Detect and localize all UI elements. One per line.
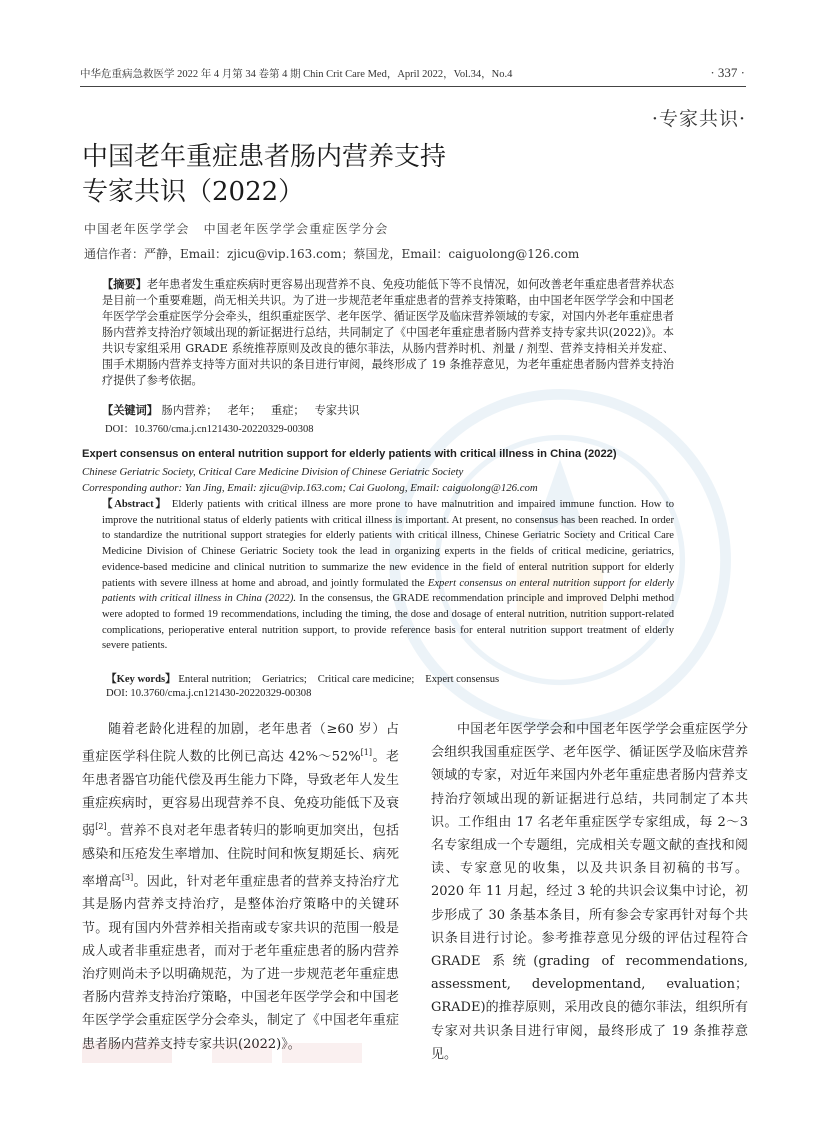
citation[interactable]: [1] bbox=[360, 748, 373, 758]
english-abstract-label: 【Abstract】 bbox=[102, 499, 168, 510]
page-number: · 337 · bbox=[710, 65, 745, 80]
citation[interactable]: [3] bbox=[121, 872, 134, 882]
journal-citation: 中华危重病急救医学 2022 年 4 月第 34 卷第 4 期 Chin Crit Care Med，April 2022，Vol.34，No.4 bbox=[80, 69, 513, 80]
chinese-abstract bbox=[82, 276, 674, 389]
corresponding-author: 通信作者：严静，Email：zjicu@vip.163.com；蔡国龙，Email：caiguolong@126.com bbox=[84, 247, 580, 261]
keyword: 老年； bbox=[227, 404, 262, 417]
body-column-left bbox=[82, 718, 399, 1056]
body-column-right bbox=[431, 718, 748, 1066]
english-authors: Chinese Geriatric Society, Critical Care Medicine Division of Chinese Geriatric Society bbox=[82, 466, 464, 478]
header-rule bbox=[80, 86, 746, 87]
running-head bbox=[80, 66, 745, 81]
keyword: 肠内营养； bbox=[161, 404, 218, 417]
english-corresponding: Corresponding author: Yan Jing, Email: zjicu@vip.163.com; Cai Guolong, Email: caiguolong@126.com bbox=[82, 482, 538, 494]
english-abstract: 【Abstract】 Elderly patients with critical illness are more prone to have malnutrition and impaired immune function. How to improve the nutritional status of elderly patients with critical illness is important. At present, no consensus has been reached. In order to standardize the nutritional support strategies for elderly patients with critical illness, Chinese Geriatric Society and Critical Care Medicine Division of Chinese Geriatric Society took the lead in organizing experts in the fields of critical medicine, geriatrics, evidence-based medicine and clinical nutrition to summarize the new evidence in the field of enteral nutrition support for elderly patients with severe illness at home and abroad, and jointly formulated the Expert consensus on enteral nutrition support for elderly patients with critical illness in China (2022). In the consensus, the GRADE recommendation principle and improved Delphi method were adopted to formed 19 recommendations, including the timing, the dose and dosage of enteral nutrition, nutrition support-related complications, perioperative enteral nutrition support, to provide reference basis for enteral nutrition support treatment of elderly severe patients. bbox=[102, 499, 674, 652]
citation[interactable]: [2] bbox=[95, 822, 107, 832]
english-title: Expert consensus on enteral nutrition support for elderly patients with critical illness in China (2022) bbox=[82, 448, 617, 460]
section-label: ·专家共识· bbox=[651, 108, 746, 130]
article-title: 中国老年重症患者肠内营养支持 专家共识（2022） bbox=[82, 142, 447, 207]
english-keywords: 【Key words】 Enteral nutrition; Geriatrics; Critical care medicine; Expert consensus bbox=[106, 674, 500, 685]
keyword: Geriatrics; bbox=[262, 674, 307, 685]
abstract-label: 【摘要】 bbox=[102, 277, 147, 291]
body-paragraph: 随着老龄化进程的加剧，老年患者（≥60 岁）占重症医学科住院人数的比例已高达 42%～52%[1]。老年患者器官功能代偿及再生能力下降，导致老年人发生重症疾病时，更容易出现营养不良、免疫功能低下及衰弱[2]。营养不良对老年患者转归的影响更加突出，包括感染和压疮发生率增加、住院时间和恢复期延长、病死率增高[3]。因此，针对老年重症患者的营养支持治疗尤其是肠内营养支持治疗，是整体治疗策略中的关键环节。现有国内外营养相关指南或专家共识的范围一般是成人或者非重症患者，而对于老年重症患者的肠内营养治疗则尚未予以明确规范，为了进一步规范老年重症患者肠内营养支持治疗策略，中国老年医学学会和中国老年医学学会重症医学分会牵头，制定了《中国老年重症患者肠内营养支持专家共识(2022)》。 bbox=[82, 722, 399, 1052]
keyword: Critical care medicine; bbox=[317, 674, 415, 685]
keyword: Enteral nutrition; bbox=[178, 674, 252, 685]
chinese-keywords: 【关键词】 肠内营养； 老年； 重症； 专家共识 bbox=[102, 403, 360, 417]
body-paragraph: 中国老年医学学会和中国老年医学学会重症医学分会组织我国重症医学、老年医学、循证医学及临床营养领域的专家，对近年来国内外老年重症患者肠内营养支持治疗领域出现的新证据进行总结，共同制定了本共识。工作组由 17 名老年重症医学专家组成，每 2～3 名专家组成一个专题组，完成相关专题文献的查找和阅读、专家意见的收集，以及共识条目初稿的书写。2020 年 11 月起，经过 3 轮的共识会议集中讨论，初步形成了 30 条基本条目，所有参会专家再针对每个共识条目进行讨论。参考推荐意见分级的评估过程符合 GRADE 系统(grading of recommendations, assessment, developmentand, evaluation；GRADE)的推荐原则，采用改良的德尔菲法，组织所有专家对共识条目进行审阅，最终形成了 19 条推荐意见。 bbox=[431, 722, 748, 1062]
keyword: 重症； bbox=[271, 404, 305, 417]
keyword: 专家共识 bbox=[314, 404, 360, 417]
affiliation-1: 中国老年医学学会 bbox=[84, 222, 190, 236]
abstract-text: 老年患者发生重症疾病时更容易出现营养不良、免疫功能低下等不良情况，如何改善老年重症患者营养状态是目前一个重要难题，尚无相关共识。为了进一步规范老年重症患者的营养支持策略，由中国老年医学学会和中国老年医学学会重症医学分会牵头，组织重症医学、老年医学、循证医学及临床营养领域的专家，对国内外老年重症患者肠内营养支持治疗领域出现的新证据进行总结，共同制定了《中国老年重症患者肠内营养支持专家共识(2022)》。本共识专家组采用 GRADE 系统推荐原则及改良的德尔菲法，从肠内营养时机、剂量 / 剂型、营养支持相关并发症、围手术期肠内营养支持等方面对共识的条目进行审阅，最终形成了 19 条推荐意见，为老年重症患者肠内营养支持治疗提供了参考依据。 bbox=[102, 278, 674, 387]
publisher-logo-watermark bbox=[82, 1038, 382, 1068]
chinese-doi: DOI：10.3760/cma.j.cn121430-20220329-00308 bbox=[105, 424, 314, 435]
affiliation-2: 中国老年医学学会重症医学分会 bbox=[203, 222, 389, 236]
english-doi: DOI: 10.3760/cma.j.cn121430-20220329-00308 bbox=[106, 688, 312, 699]
affiliations bbox=[84, 220, 388, 237]
keyword: Expert consensus bbox=[425, 674, 500, 685]
